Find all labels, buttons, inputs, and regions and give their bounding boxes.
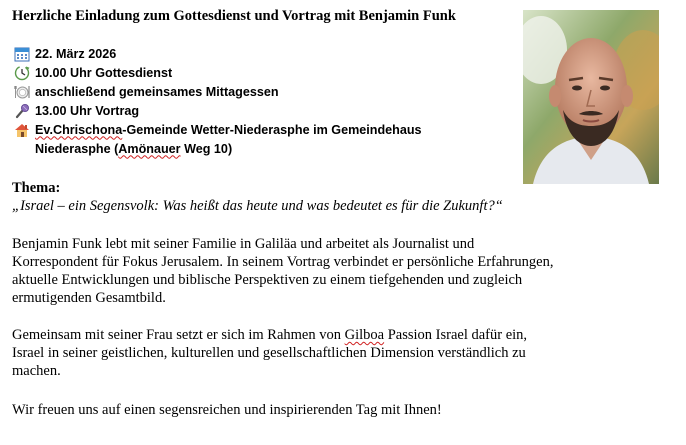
microphone-icon xyxy=(14,103,30,119)
service-time-row xyxy=(14,63,422,82)
address-text xyxy=(35,142,232,156)
event-date-row xyxy=(14,44,422,63)
topic-quote: „Israel – ein Segensvolk: Was heißt das heute und was bedeutet es für die Zukunft?“ xyxy=(12,198,503,214)
text-segment: Passion Israel dafür ein, xyxy=(384,327,528,343)
paragraph-ministry xyxy=(12,326,632,380)
plate-icon xyxy=(14,84,30,100)
speaker-portrait-image xyxy=(523,10,659,184)
event-details xyxy=(14,44,422,158)
text-line: Israel in seiner geistlichen, kulturellen und gesellschaftlichen Dimension verständlich zu xyxy=(12,345,526,361)
paragraph-closing xyxy=(12,401,632,419)
event-date: 22. März 2026 xyxy=(35,46,117,61)
venue-name-rest: -Gemeinde Wetter-Niederasphe im Gemeindehaus xyxy=(122,122,422,137)
text-line: Wir freuen uns auf einen segensreichen und inspirierenden Tag mit Ihnen! xyxy=(12,402,442,418)
text-line: aktuelle Entwicklungen und biblische Perspektiven zu einem tiefgehenden und zugleich xyxy=(12,272,523,288)
text-line: Benjamin Funk lebt mit seiner Familie in Galiläa und arbeitet als Journalist und xyxy=(12,236,475,252)
calendar-icon xyxy=(14,46,30,62)
service-time: 10.00 Uhr Gottesdienst xyxy=(35,65,173,80)
lunch-row xyxy=(14,82,422,101)
talk-time: 13.00 Uhr Vortrag xyxy=(35,103,140,118)
ministry-name-misspelled: Gilboa xyxy=(344,327,385,343)
paragraph-speaker-bio xyxy=(12,235,632,307)
text-line xyxy=(12,326,632,344)
speaker-photo xyxy=(523,10,659,184)
text-line: Korrespondent für Fokus Jerusalem. In seinem Vortrag verbindet er persönliche Erfahrungen, xyxy=(12,254,554,270)
clock-icon xyxy=(14,65,30,81)
text-line: ermutigenden Gesamtbild. xyxy=(12,290,166,306)
document-title: Herzliche Einladung zum Gottesdienst und Vortrag mit Benjamin Funk xyxy=(12,8,456,24)
talk-time-row xyxy=(14,101,422,120)
text-line: machen. xyxy=(12,363,61,379)
venue-name-misspelled: Ev.Chrischona xyxy=(35,122,123,137)
venue-row xyxy=(14,120,422,139)
address-end: Weg 10) xyxy=(180,141,233,156)
lunch-text: anschließend gemeinsames Mittagessen xyxy=(35,84,279,99)
house-icon xyxy=(14,122,30,138)
address-start: Niederasphe ( xyxy=(35,141,119,156)
text-segment: Gemeinsam mit seiner Frau setzt er sich im Rahmen von xyxy=(12,327,345,343)
address-street-misspelled: Amönauer xyxy=(118,141,181,156)
topic-heading: Thema: xyxy=(12,180,61,196)
venue-text xyxy=(35,123,422,137)
address-row xyxy=(14,139,422,158)
